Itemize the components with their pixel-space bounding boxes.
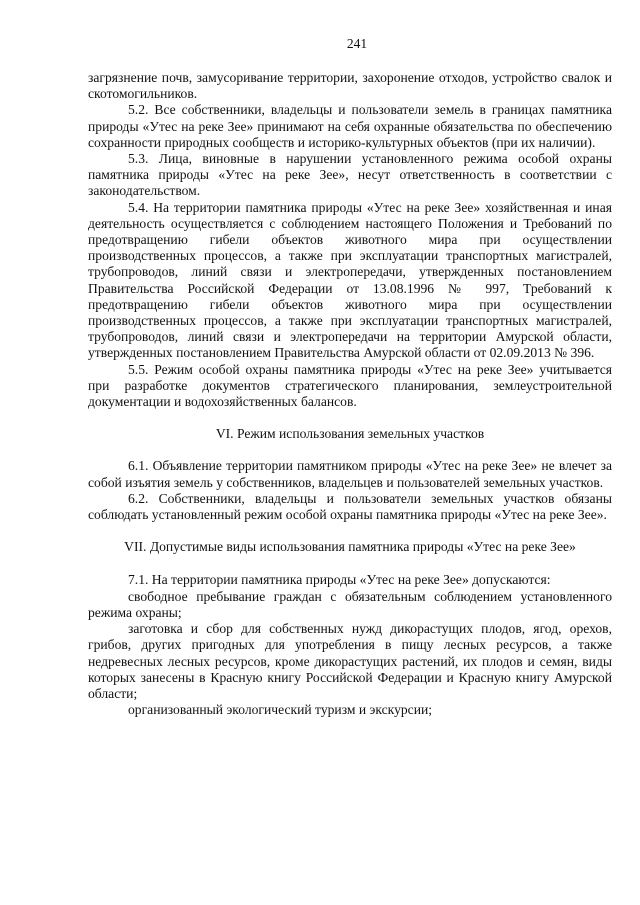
paragraph-5-4: 5.4. На территории памятника природы «Утес на реке Зее» хозяйственная и иная деятельность осуществляется с соблюдением настоящего Положения и Требований по предотвращению гибели объектов животного мира при осуществлении производственных процессов, а также при эксплуатации транспортных магистралей, трубопроводов, линий связи и электропередачи, утвержденных постановлением Правительства Российской Федерации от 13.08.1996 № 997, Требований к предотвращению гибели объектов животного мира при осуществлении производственных процессов, а также при эксплуатации транспортных магистралей, трубопроводов, линий связи и электропередачи на территории Амурской области, утвержденных постановлением Правительства Амурской области от 02.09.2013 № 396.	[88, 199, 612, 361]
page-number: 241	[346, 36, 368, 51]
paragraph-7-1: 7.1. На территории памятника природы «Утес на реке Зее» допускаются:	[128, 572, 551, 588]
section-heading-vii: VII. Допустимые виды использования памятника природы «Утес на реке Зее»	[124, 539, 576, 555]
paragraph-5-2: 5.2. Все собственники, владельцы и пользователи земель в границах памятника природы «Утес на реке Зее» принимают на себя охранные обязательства по обеспечению сохранности природных сообществ и историко-культурных объектов (при их наличии).	[88, 102, 612, 150]
list-item-eco-tourism: организованный экологический туризм и экскурсии;	[128, 702, 433, 718]
section-heading-vi: VI. Режим использования земельных участков	[215, 426, 485, 442]
paragraph-5-5: 5.5. Режим особой охраны памятника природы «Утес на реке Зее» учитывается при разработке документов стратегического планирования, землеустроительной документации и водохозяйственных балансов.	[88, 361, 612, 410]
list-item-free-stay: свободное пребывание граждан с обязательным соблюдением установленного режима охраны;	[88, 588, 612, 620]
list-item-harvesting: заготовка и сбор для собственных нужд дикорастущих плодов, ягод, орехов, грибов, других пригодных для употребления в пищу лесных ресурсов, а также недревесных лесных ресурсов, кроме дикорастущих растений, их плодов и семян, виды которых занесены в Красную книгу Российской Федерации и Красную книгу Амурской области;	[88, 621, 612, 701]
paragraph-5-3: 5.3. Лица, виновные в нарушении установленного режима особой охраны памятника природы «Утес на реке Зее», несут ответственность в соответствии с законодательством.	[88, 151, 612, 199]
paragraph-continuation: загрязнение почв, замусоривание территории, захоронение отходов, устройство свалок и скотомогильников.	[88, 70, 612, 102]
paragraph-6-2: 6.2. Собственники, владельцы и пользователи земельных участков обязаны соблюдать установленный режим особой охраны памятника природы «Утес на реке Зее».	[88, 490, 612, 523]
paragraph-6-1: 6.1. Объявление территории памятником природы «Утес на реке Зее» не влечет за собой изъятия земель у собственников, владельцев и пользователей земельных участков.	[88, 458, 612, 490]
